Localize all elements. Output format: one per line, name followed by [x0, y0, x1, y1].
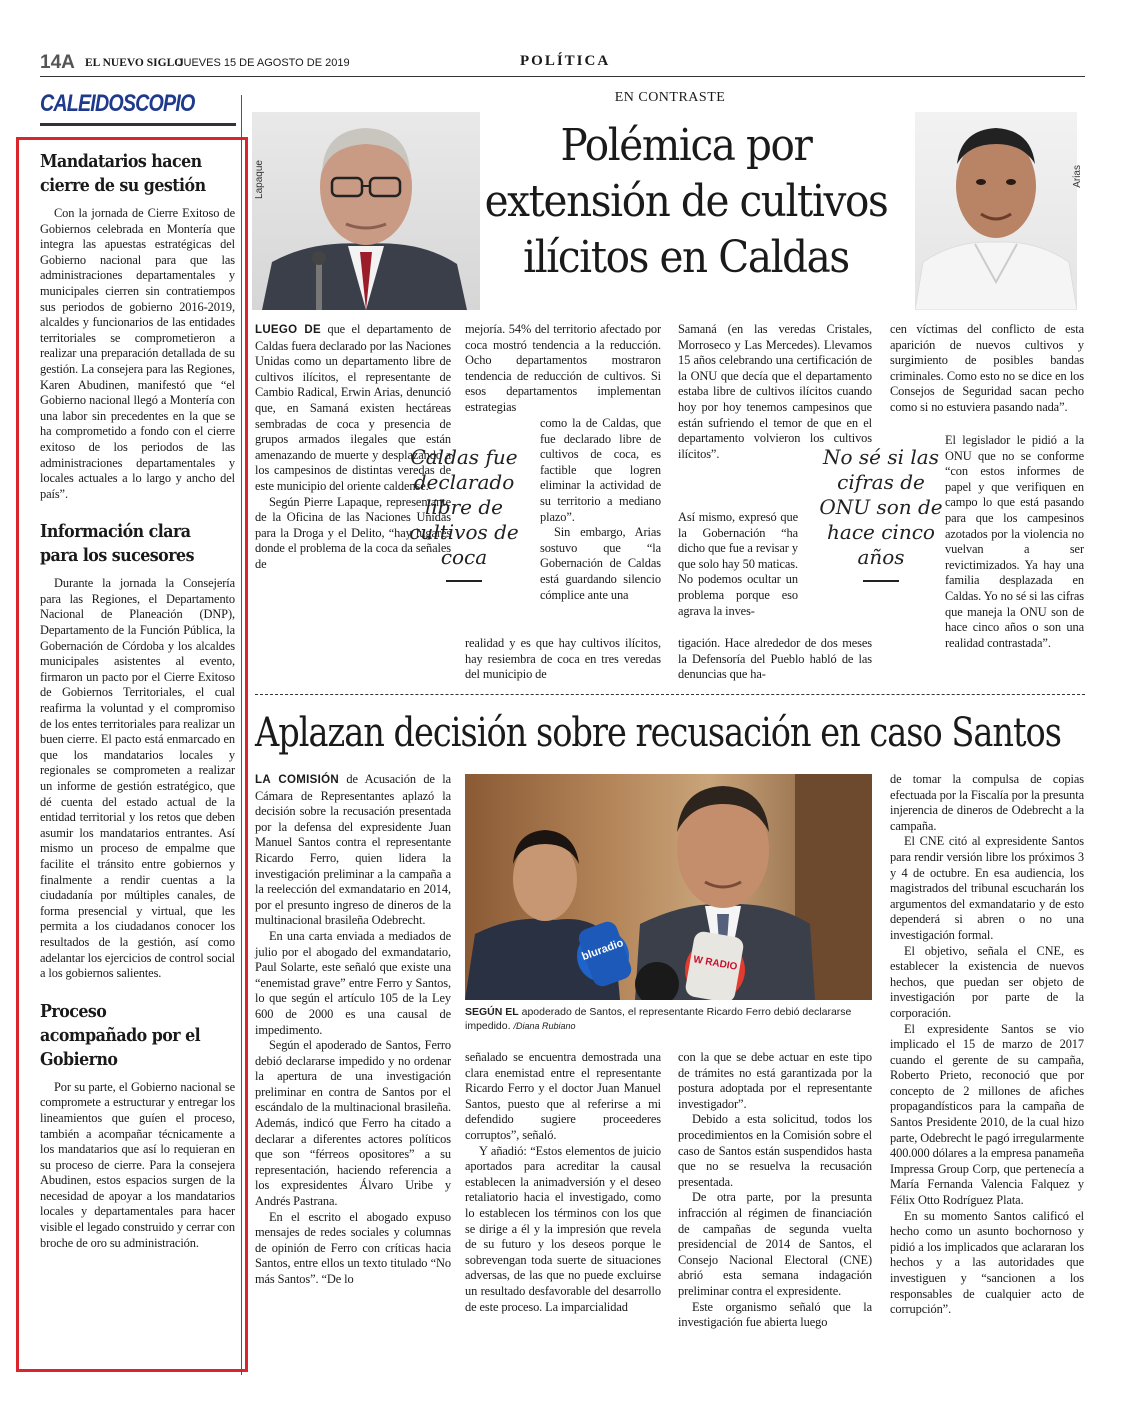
story2-headline: Aplazan decisión sobre recusación en caso Santos	[255, 710, 1061, 756]
story1-text: Sin embargo, Arias sostuvo que “la Gobernación de Caldas está guardando silencio cómplice ante una	[540, 525, 661, 602]
pull-quote-dash	[446, 580, 482, 582]
story1-text: El legislador le pidió a la ONU que no se conforme “con estos informes de papel y que verifiquen en campo lo que está pasando para que los campesinos azotados por la violencia no vuelvan a ser revictimizados. Ya hay una familia desplazada en Caldas. Yo no sé si las cifras que maneja la ONU son de hace cinco años o son una realidad contrastada”.	[945, 433, 1084, 650]
story1-text: tigación. Hace alrededor de dos meses la Defensoría del Pueblo habló de las denuncias que ha-	[678, 636, 872, 682]
sidebar-item-title: Mandatarios hacen cierre de su gestión	[40, 151, 206, 196]
story1-kicker: EN CONTRASTE	[614, 90, 726, 105]
story-separator	[255, 694, 1085, 695]
lapaque-photo	[252, 112, 480, 310]
story2-text: Este organismo señaló que la investigación fue abierta luego	[678, 1299, 872, 1330]
caption-lead: SEGÚN EL	[465, 1006, 519, 1018]
story2-text: de Acusación de la Cámara de Representantes aplazó la decisión sobre la recusación presentada por la defensa del expresidente Juan Manuel Santos contra el representante Ricardo Ferro, quien lidera la investigación preliminar a la campaña a la reelección del exmandatario en 2014, por el presunto ingreso de dineros de la multinacional brasileña Odebrecht.	[255, 772, 451, 928]
photo-credit: /Diana Rubiano	[513, 1021, 576, 1031]
story1-col2	[465, 322, 661, 416]
story1-col2-wrap	[540, 416, 661, 603]
sidebar-item-text: Con la jornada de Cierre Exitoso de Gobiernos celebrada en Montería que integra las apuestas estratégicas del Gobierno nacional para que las administraciones departamentales y municipales cierren sin contratiempos sus periodos de gobierno 2016-2019, alcaldes y funcionarios de las entidades territoriales se comprometieron a realizar una preparación detallada de su gestión. La consejera para las Regiones, Karen Abudinen, manifestó que “el Gobierno nacional llegó a Montería con una labor sin precedentes en la que se ha comprometido a fondo con el cierre exitoso de los periodos de las administraciones departamentales y locales actuales a lo largo y ancho del país”.	[40, 206, 235, 501]
pull-quote-dash	[863, 580, 899, 582]
story1-pull-right	[818, 445, 944, 582]
story1-col4-wrap	[945, 433, 1084, 651]
story2-text: Debido a esta solicitud, todos los procedimientos en la Comisión sobre el caso de Santos están suspendidos hasta que no se resuelva la recusación presentada.	[678, 1112, 872, 1189]
photo-caption	[465, 1005, 872, 1033]
story1-text: mejoría. 54% del territorio afectado por coca mostró tendencia a la reducción. Ocho departamentos mostraron tendencia de reducción de cultivos. Si esos departamentos implementan estrategias	[465, 322, 661, 414]
story2-text: Y añadió: “Estos elementos de juicio aportados para acreditar la causal establecen la animadversión y el deseo retaliatorio hacia el investigado, como lo establecen los términos con los que se dirige a él y la impresión que revela de su futuro y los deseos porque le sobrevengan toda suerte de situaciones adversas, de las que no puede excluirse un resultado desfavorable del desarrollo de este proceso. La imparcialidad	[465, 1143, 661, 1314]
story1-headline: Polémica por extensión de cultivos ilícitos en Caldas	[484, 120, 888, 283]
page-number: 14A	[40, 52, 75, 73]
story2-text: de tomar la compulsa de copias efectuada por la Fiscalía por la presunta injerencia de dineros de Odebrecht a la campaña.	[890, 772, 1084, 833]
story2-col4	[890, 772, 1084, 1318]
story1-col3-wrap	[678, 510, 798, 619]
sidebar-item-title: Información clara para los sucesores	[40, 521, 194, 567]
sidebar-content	[40, 150, 235, 1251]
story1-text: que el departamento de Caldas fuera declarado por las Naciones Unidas como un departamento libre de cultivos ilícitos, el representante de Cambio Radical, Erwin Arias, denunció que, en Samaná existen hectáreas sembradas de coca y presencia de grupos armados ilegales que están amenazando de muerte y desplazando a los campesinos de distintas veredas de este municipio del oriente caldense.	[255, 322, 451, 493]
story1-text: realidad y es que hay cultivos ilícitos, hay resiembra de coca en tres veredas del municipio de	[465, 636, 661, 682]
story2-col2	[465, 1050, 661, 1315]
header-rule	[40, 76, 1085, 77]
story1-col2-bottom	[465, 636, 661, 683]
story1-col3	[678, 322, 872, 462]
story1-text: Según Pierre Lapaque, representante de la Oficina de las Naciones Unidas para la Droga y el Delito, “hay lugares donde el problema de la coca da señales de	[255, 494, 451, 571]
pull-quote-left: Caldas fue declarado libre de cultivos de coca	[409, 445, 519, 569]
story2-text: El objetivo, señala el CNE, es establecer la existencia de nuevos hechos, que puedan ser objeto de investigación por parte de la corporación.	[890, 943, 1084, 1020]
story1-col3-bottom	[678, 636, 872, 683]
story2-text: En su momento Santos calificó el hecho como un asunto bochornoso y pidió a los implicados que aclararan los hechos y a las autoridades que investiguen y “sancionen a los responsables de cualquier acto de corrupción”.	[890, 1208, 1084, 1317]
newspaper-name: EL NUEVO SIGLO	[85, 57, 184, 69]
story1-text: Así mismo, expresó que la Gobernación “ha dicho que fue a revisar y que solo hay 50 maticas. No podemos ocultar un problema porque eso agrava la inves-	[678, 510, 798, 618]
sidebar-item-text: Por su parte, el Gobierno nacional se compromete a estructurar y entregar los lineamientos que guíen el proceso, también a acompañar técnicamente a los mandatarios que así lo requieran en su proceso de cierre. Para la consejera Abudinen, estos espacios surgen de la necesidad de apoyar a los mandatarios locales y departamentales para hacer visible el legado construido y cerrar con broche de oro su administración.	[40, 1079, 235, 1250]
story2-text: El expresidente Santos se vio implicado el 15 de marzo de 2017 cuando el gerente de su campaña, Roberto Prieto, reconoció que por concepto de 2 millones de afiches propagandísticos para la campaña de Santos Presidente 2010, de la cual hizo parte, Odebrecht le pagó irregularmente 400.000 dólares a la empresa panameña Impressa Group Corp, que pertenecía a María Fernanda Valencia Falquez y Félix Otto Rodríguez Plata.	[890, 1021, 1084, 1208]
story1-col4	[890, 322, 1084, 416]
story2-col1	[255, 772, 451, 1288]
sidebar-label	[40, 90, 236, 126]
story2-text: Según el apoderado de Santos, Ferro debió declararse impedido y no ordenar la apertura de una investigación preliminar en contra de Santos por el escándalo de la multinacional brasileña. Además, indicó que Ferro ha citado a declarar a diferentes actores políticos que son “férreos opositores” a su representación, haciendo referencia a los expresidentes Álvaro Uribe y Andrés Pastrana.	[255, 1038, 451, 1209]
story1-text: cen víctimas del conflicto de esta aparición de nuevos cultivos y surgimiento de posibles bandas criminales. Como esto no se dice en los Consejos de Seguridad sacan pecho como si no estuviera pasando nada”.	[890, 322, 1084, 414]
section-name: POLÍTICA	[520, 53, 611, 69]
arias-photo-credit: Arias	[1072, 165, 1083, 188]
story2-text: El CNE citó al expresidente Santos para rendir versión libre los próximos 3 y 4 de octubre. En esa audiencia, los magistrados del tribunal escucharán los argumentos del exmandatario y de esto dependerá si abren o no una investigación formal.	[890, 834, 1084, 942]
story2-col3	[678, 1050, 872, 1331]
santos-case-photo	[465, 774, 872, 1000]
sidebar-label-text: CALEIDOSCOPIO	[40, 90, 195, 117]
lapaque-photo-credit: Lapaque	[254, 160, 265, 199]
story1-pull-left	[405, 445, 523, 582]
sidebar-item-title: Proceso acompañado por el Gobierno	[40, 1000, 201, 1070]
arias-photo	[915, 112, 1077, 310]
story1-lead-word: LUEGO DE	[255, 324, 321, 336]
sidebar-divider	[241, 95, 242, 1375]
story2-text: De otra parte, por la presunta infracción al régimen de financiación de campañas de segunda vuelta presidencial de 2014 de Santos, el Consejo Nacional Electoral (CNE) abrió esta semana indagación preliminar contra el expresidente.	[678, 1190, 872, 1298]
issue-date: JUEVES 15 DE AGOSTO DE 2019	[178, 57, 350, 69]
story2-lead-word: LA COMISIÓN	[255, 774, 339, 786]
story2-text: En una carta enviada a mediados de julio por el abogado del exmandatario, Paul Solarte, este señaló que existe una “enemistad grave” entre Ferro y Santos, lo que según el artículo 105 de la Ley 600 de 2000 es una causal de impedimento.	[255, 928, 451, 1037]
mic-logo-wradio: W RADIO	[692, 954, 739, 973]
story2-text: con la que se debe actuar en este tipo de trámites no está garantizada por la postura adoptada por el representante investigador”.	[678, 1050, 872, 1111]
mic-logo-bluradio: bluradio	[580, 936, 626, 964]
pull-quote-right: No sé si las cifras de ONU son de hace cinco años	[819, 445, 943, 569]
story2-text: señalado se encuentra demostrada una clara enemistad entre el representante Ricardo Ferro y el doctor Juan Manuel Santos, puesto que al referirse a mi defendido sugiere proceederes corruptos”, señaló.	[465, 1050, 661, 1142]
story2-text: En el escrito el abogado expuso mensajes de redes sociales y columnas de opinión de Ferro con críticas hacia Santos, entre ellos un texto titulado “No más Santos”. “De lo	[255, 1209, 451, 1286]
story1-text: Samaná (en las veredas Cristales, Morroseco y Las Mercedes). Llevamos 15 años celebrando una certificación de la ONU que decía que el departamento estaba libre de cultivos ilícitos cuando hoy por hoy tenemos campesinos que están sufriendo el temor de que en el departamento volvieron los cultivos ilícitos”.	[678, 322, 872, 461]
page-header	[40, 52, 1085, 76]
caption-text: apoderado de Santos, el representante Ricardo Ferro debió declararse impedido.	[465, 1006, 852, 1032]
sidebar-item-text: Durante la jornada la Consejería para las Regiones, el Departamento Nacional de Planeación (DNP), Departamento de la Función Pública, la Gobernación de Córdoba y los alcaldes municipales asistentes al evento, firmaron un pacto por el Cierre Exitoso de Gobiernos Territoriales, el cual reafirma la voluntad y el compromiso de los entes territoriales para realizar un buen cierre. El pacto está enmarcado en que los mandatarios locales y regionales se comprometen a realizar un informe de gestión estratégico, que dé cuenta del estado actual de la entidad territorial y los retos que deben asumir los mandatarios entrantes. Así mismo un proceso de empalme que facilite el tránsito entre gobiernos y finalmente a rendir cuentas a la ciudadanía por múltiples canales, de forma presencial y virtual, que les permita a los ciudadanos conocer los resultados de la gestión, así como adelantar los ejercicios de control social a los gobiernos salientes.	[40, 576, 235, 981]
story1-text: como la de Caldas, que fue declarado libre de cultivos de coca, es factible que logren eliminar la actividad de su territorio a mediano plazo”.	[540, 416, 661, 524]
